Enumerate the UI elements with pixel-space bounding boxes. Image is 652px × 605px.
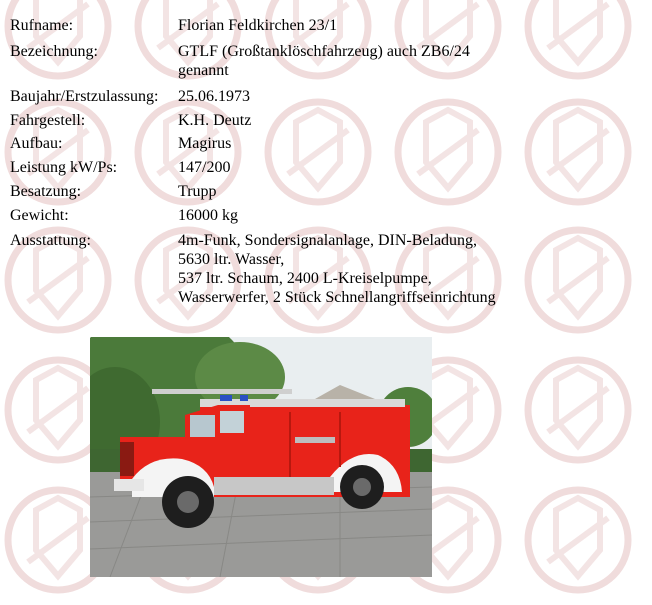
field-value: [178, 158, 230, 177]
field-label: Ausstattung:: [10, 232, 91, 249]
field-label: Besatzung:: [10, 183, 82, 200]
field-value: [178, 182, 217, 201]
field-value: [178, 206, 238, 225]
field-value-line: 5630 ltr. Wasser,: [178, 251, 285, 268]
field-value: [178, 111, 251, 130]
field-value: [178, 16, 337, 35]
field-value-line: 4m-Funk, Sondersignalanlage, DIN-Beladung,: [178, 232, 478, 249]
field-label: Aufbau:: [10, 135, 63, 152]
field-value-line: Magirus: [178, 135, 232, 152]
field-label: Baujahr/Erstzulassung:: [10, 88, 159, 105]
field-label: Gewicht:: [10, 207, 69, 224]
field-value-line: Trupp: [178, 183, 217, 200]
field-value-line: Florian Feldkirchen 23/1: [178, 17, 338, 34]
field-value-line: K.H. Deutz: [178, 112, 252, 129]
field-value-line: 147/200: [178, 159, 231, 176]
field-label: Fahrgestell:: [10, 112, 86, 129]
field-value: [178, 134, 231, 153]
field-value-line: GTLF (Großtanklöschfahrzeug) auch ZB6/24: [178, 43, 470, 60]
field-value: [178, 87, 250, 106]
field-value: [178, 42, 470, 80]
field-value-line: 16000 kg: [178, 207, 238, 224]
field-value: [178, 231, 496, 307]
field-label: Bezeichnung:: [10, 43, 98, 60]
field-value-line: 25.06.1973: [178, 88, 250, 105]
field-value-line: genannt: [178, 62, 229, 79]
field-label: Leistung kW/Ps:: [10, 159, 118, 176]
field-label: Rufname:: [10, 17, 74, 34]
field-value-line: 537 ltr. Schaum, 2400 L-Kreiselpumpe,: [178, 270, 432, 287]
field-value-line: Wasserwerfer, 2 Stück Schnellangriffseinrichtung: [178, 289, 496, 306]
fire-truck-photo: [90, 337, 432, 577]
